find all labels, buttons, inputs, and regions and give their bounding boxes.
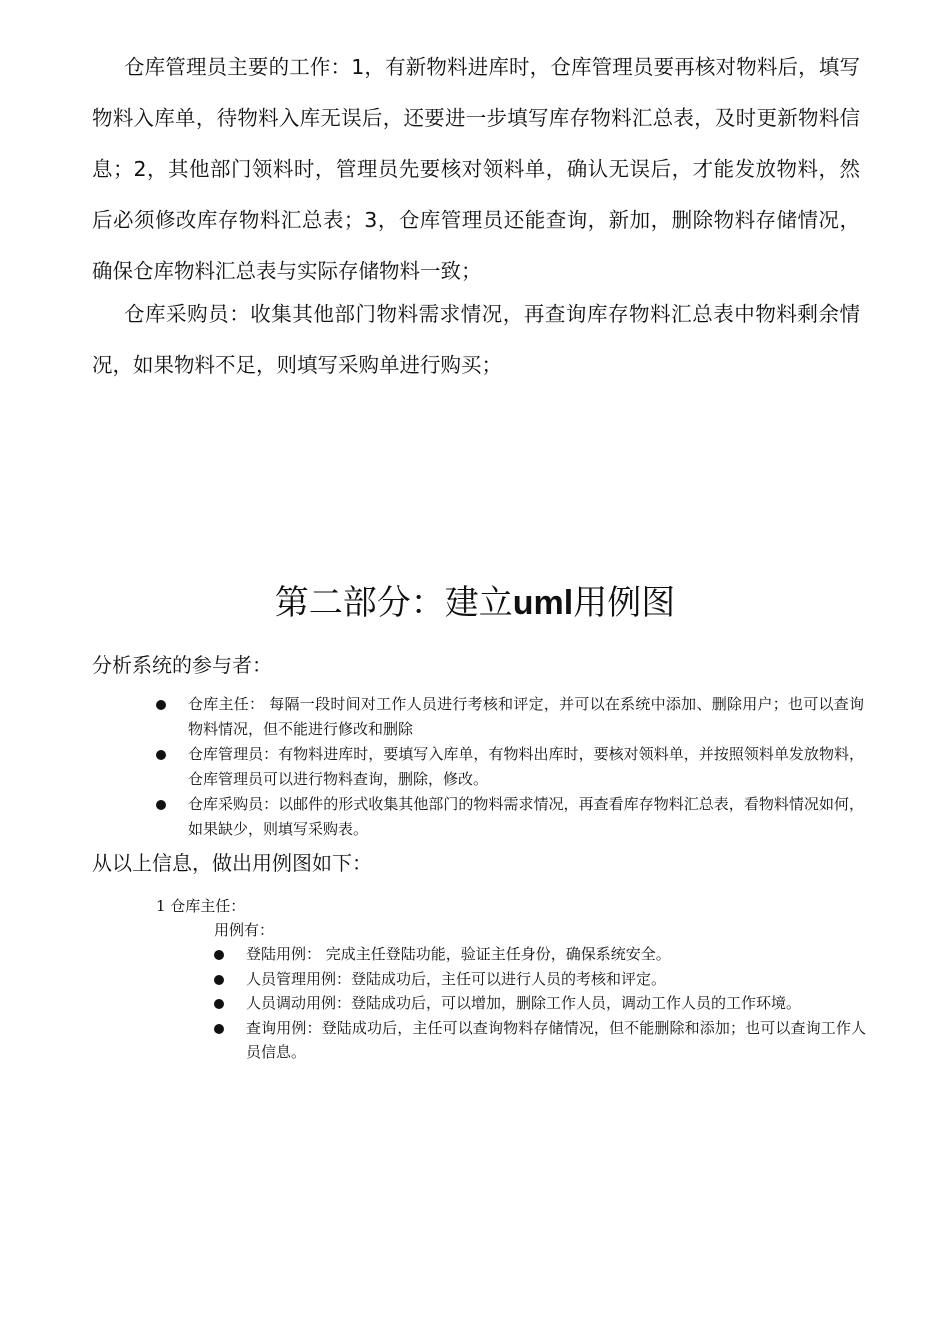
actor-text: 仓库管理员：有物料进库时，要填写入库单，有物料出库时，要核对领料单，并按照领料单发放物料，仓库管理员可以进行物料查询，删除，修改。 bbox=[188, 745, 864, 788]
usecases-label: 用例有： bbox=[214, 921, 275, 939]
bullet-icon bbox=[214, 950, 224, 960]
section-title bbox=[0, 578, 950, 628]
usecase-text: 登陆用例： 完成主任登陆功能，验证主任身份，确保系统安全。 bbox=[246, 945, 671, 963]
usecase-heading: 从以上信息，做出用例图如下： bbox=[92, 851, 372, 875]
item1-label: 1 仓库主任： bbox=[156, 897, 246, 915]
actors-list bbox=[152, 692, 864, 842]
usecase-text: 查询用例：登陆成功后，主任可以查询物料存储情况，但不能删除和添加；也可以查询工作人员信息。 bbox=[246, 1018, 866, 1061]
bullet-icon bbox=[214, 975, 224, 985]
section-title-uml: uml bbox=[512, 584, 574, 622]
actor-text: 仓库采购员：以邮件的形式收集其他部门的物料需求情况，再查看库存物料汇总表，看物料情况如何，如果缺少，则填写采购表。 bbox=[188, 795, 864, 838]
usecase-text: 人员管理用例：登陆成功后，主任可以进行人员的考核和评定。 bbox=[246, 969, 667, 988]
list-item bbox=[152, 792, 864, 842]
list-item bbox=[152, 692, 864, 742]
usecases-list bbox=[210, 942, 866, 1065]
list-item bbox=[210, 942, 866, 967]
bullet-icon bbox=[156, 750, 166, 760]
list-item bbox=[210, 967, 866, 992]
section-title-prefix: 第二部分：建立 bbox=[274, 583, 513, 623]
actors-heading: 分析系统的参与者： bbox=[92, 653, 272, 677]
actor-text: 仓库主任： 每隔一段时间对工作人员进行考核和评定，并可以在系统中添加、删除用户；也可以查询物料情况，但不能进行修改和删除 bbox=[188, 695, 864, 738]
list-item bbox=[152, 742, 864, 792]
usecase-text: 人员调动用例：登陆成功后，可以增加，删除工作人员，调动工作人员的工作环境。 bbox=[246, 994, 802, 1012]
intro-paragraph-warehouse-manager: 仓库管理员主要的工作：1，有新物料进库时，仓库管理员要再核对物料后，填写物料入库单，待物料入库无误后，还要进一步填写库存物料汇总表，及时更新物料信息；2，其他部门领料时，管理员先要核对领料单，确认无误后，才能发放物料，然后必须修改库存物料汇总表；3，仓库管理员还能查询，新加，删除物料存储情况，确保仓库物料汇总表与实际存储物料一致； bbox=[92, 55, 860, 283]
bullet-icon bbox=[156, 700, 166, 710]
bullet-icon bbox=[214, 999, 224, 1009]
list-item bbox=[210, 1016, 866, 1065]
intro-paragraph-purchaser: 仓库采购员：收集其他部门物料需求情况，再查询库存物料汇总表中物料剩余情况，如果物料不足，则填写采购单进行购买； bbox=[92, 302, 860, 377]
section-title-suffix: 用例图 bbox=[573, 583, 676, 623]
list-item bbox=[210, 991, 866, 1016]
bullet-icon bbox=[156, 800, 166, 810]
bullet-icon bbox=[214, 1024, 224, 1034]
